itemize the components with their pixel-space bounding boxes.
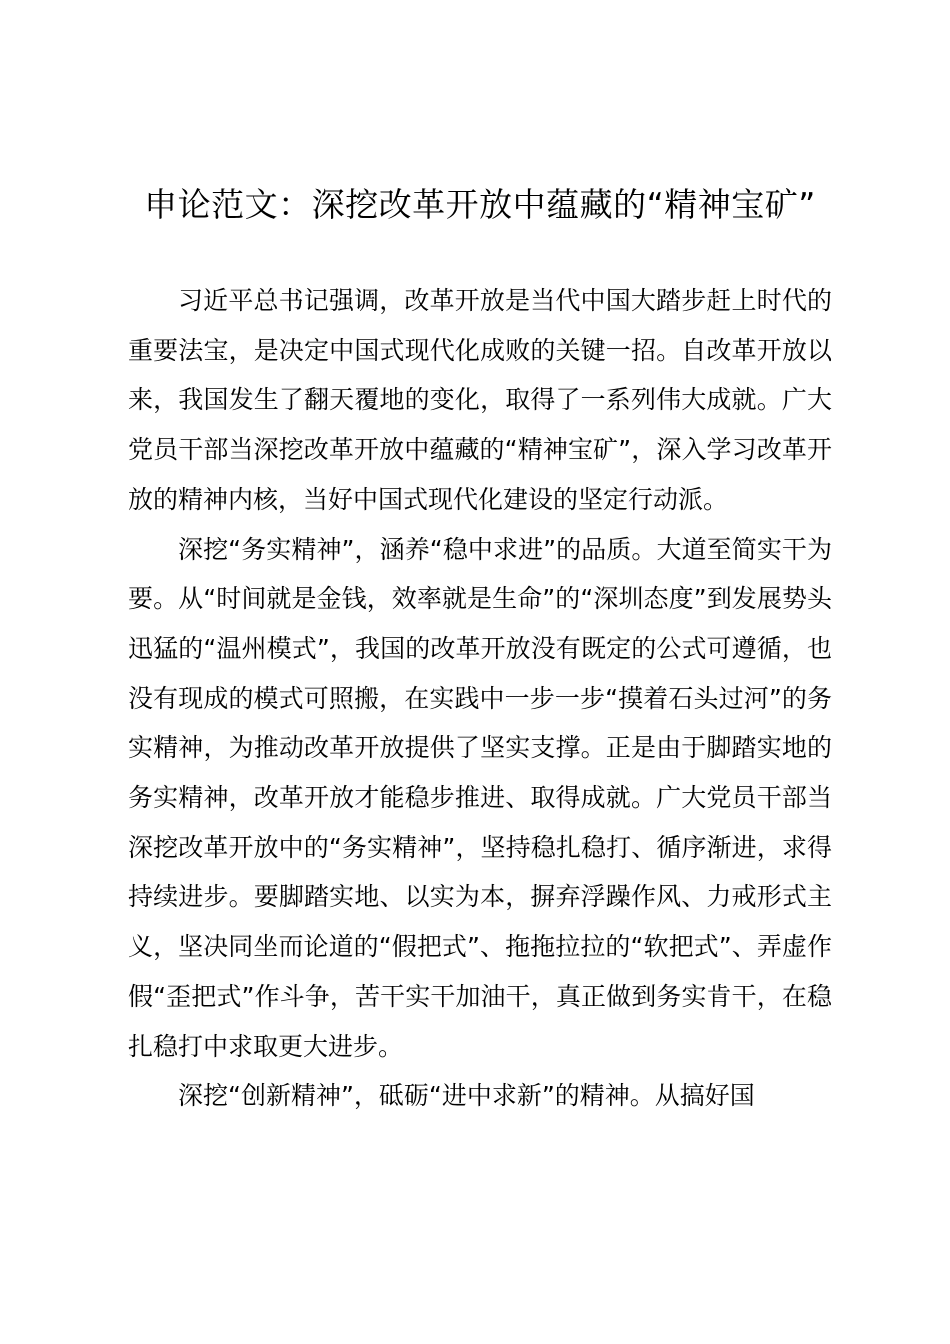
paragraph-practical-spirit: 深挖“务实精神”，涵养“稳中求进”的品质。大道至简实干为要。从“时间就是金钱，效率就是生命”的“深圳态度”到发展势头迅猛的“温州模式”，我国的改革开放没有既定的公式可遵循，也没有现成的模式可照搬，在实践中一步一步“摸着石头过河”的务实精神，为推动改革开放提供了坚实支撑。正是由于脚踏实地的务实精神，改革开放才能稳步推进、取得成就。广大党员干部当深挖改革开放中的“务实精神”，坚持稳扎稳打、循序渐进，求得持续进步。要脚踏实地、以实为本，摒弃浮躁作风、力戒形式主义，坚决同坐而论道的“假把式”、拖拖拉拉的“软把式”、弄虚作假“歪把式”作斗争，苦干实干加油干，真正做到务实肯干，在稳扎稳打中求取更大进步。 xyxy=(128,534,832,1061)
document-body xyxy=(128,276,832,1121)
paragraph-intro: 习近平总书记强调，改革开放是当代中国大踏步赶上时代的重要法宝，是决定中国式现代化成败的关键一招。自改革开放以来，我国发生了翻天覆地的变化，取得了一系列伟大成就。广大党员干部当深挖改革开放中蕴藏的“精神宝矿”，深入学习改革开放的精神内核，当好中国式现代化建设的坚定行动派。 xyxy=(128,286,832,514)
document-title: 申论范文：深挖改革开放中蕴藏的“精神宝矿” xyxy=(144,185,816,224)
paragraph-innovation-spirit: 深挖“创新精神”，砥砺“进中求新”的精神。从搞好国 xyxy=(178,1081,755,1111)
